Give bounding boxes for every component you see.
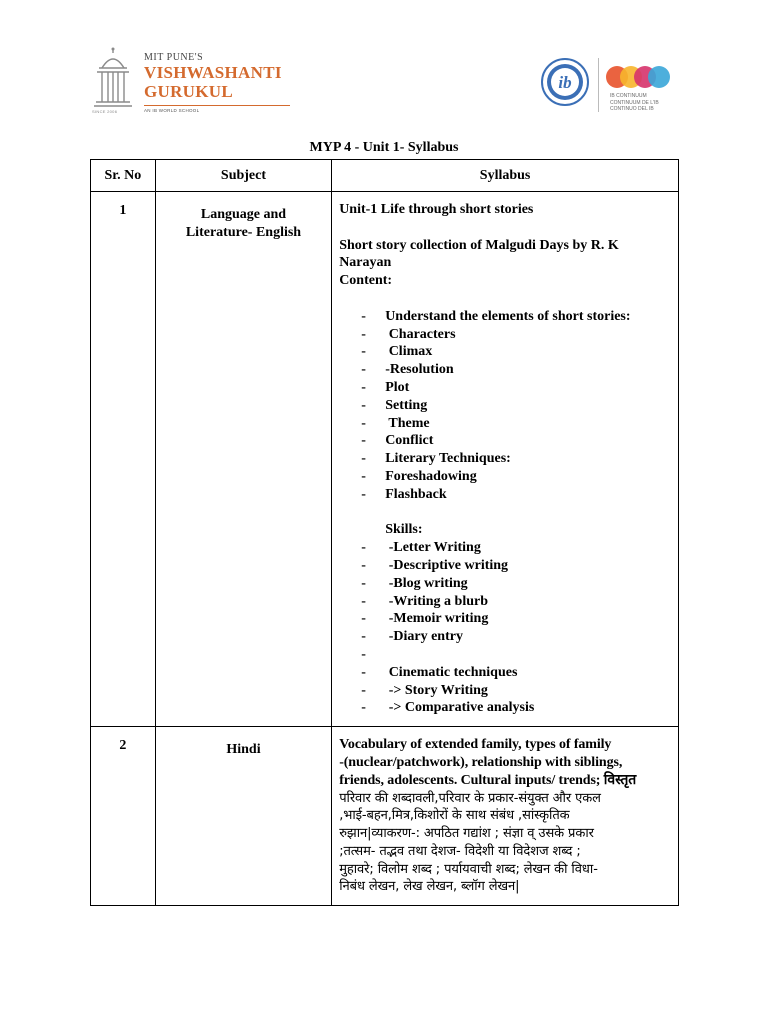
list-item: - Setting [361,397,428,413]
ib-world-school-icon [541,58,589,106]
list-item: - Climax [361,344,433,360]
sr-no-cell: 2 [91,727,156,906]
list-item: - -> Comparative analysis [361,700,535,716]
syllabus-line: friends, adolescents. Cultural inputs/ trends; विस्तृत [339,772,637,788]
ib-line: CONTINUUM DE L'IB [610,99,659,106]
column-header-sr-no: Sr. No [91,160,156,192]
syllabus-line: रुझान|व्याकरण-: अपठित गद्यांश ; संज्ञा व् उसके प्रकार [339,826,594,842]
ib-line: CONTINUO DEL IB [610,106,654,112]
spacer [339,504,672,522]
spacer [339,290,672,308]
subject-cell [155,192,331,727]
syllabus-line: Vocabulary of extended family, types of family [339,737,612,753]
skills-label: Skills: [385,522,423,538]
page-header [0,0,768,140]
ib-divider [598,58,599,112]
list-item: - Cinematic techniques [361,664,518,680]
ib-line: IB CONTINUUM [610,93,647,99]
syllabus-line: मुहावरे; विलोम शब्द ; पर्यायवाची शब्द; लेखन की विधा- [339,861,598,877]
content-label: Content: [339,273,393,289]
since-label: SINCE 2006 [92,109,118,114]
syllabus-line: ,भाई-बहन,मित्र,किशोरों के साथ संबंध ,सांस्कृतिक [339,808,570,824]
ib-continuum-dots-icon [605,62,673,92]
ib-logo [541,56,691,116]
subject-line: Language and [200,207,287,222]
temple-emblem-icon [92,46,134,116]
list-item: - -Resolution [361,362,454,378]
column-header-syllabus: Syllabus [332,160,679,192]
column-header-subject: Subject [155,160,331,192]
syllabus-line: परिवार की शब्दावली,परिवार के प्रकार-संयुक्त और एकल [339,790,601,806]
brand-divider [144,105,290,106]
list-item: - -Diary entry [361,629,463,645]
spacer [339,219,672,237]
ib-mark: ib [558,73,572,92]
subject-line: Literature- English [185,225,302,240]
list-item: - Foreshadowing [361,468,477,484]
list-item: - -Descriptive writing [361,557,509,573]
syllabus-line: निबंध लेखन, लेख लेखन, ब्लॉग लेखन| [339,879,520,895]
list-item: - Plot [361,379,410,395]
school-name-line1: VISHWASHANTI [144,63,282,82]
syllabus-table [90,159,679,906]
collection-line: Short story collection of Malgudi Days by R. K [339,237,619,253]
list-item: - -Writing a blurb [361,593,488,609]
table-row [91,727,679,906]
list-item: - -Letter Writing [361,540,481,556]
school-logo [92,46,292,118]
collection-line: Narayan [339,255,392,271]
list-item: - Literary Techniques: [361,451,511,467]
ib-continuum-text [610,93,659,113]
unit-title: Unit-1 Life through short stories [339,202,534,217]
school-tagline: AN IB WORLD SCHOOL [144,108,200,113]
school-wordmark [144,52,290,113]
table-row [91,192,679,727]
sr-no-cell: 1 [91,192,156,727]
subject-line: Hindi [226,742,261,758]
list-item: - Conflict [361,433,434,449]
syllabus-cell [332,727,679,906]
list-item: - Understand the elements of short stories: [361,308,631,324]
table-header-row [91,160,679,192]
list-item: - [361,646,366,662]
list-item: - Characters [361,326,456,342]
school-name-line2: GURUKUL [144,82,233,101]
syllabus-line: ;तत्सम- तद्भव तथा देशज- विदेशी या विदेशज शब्द ; [339,843,581,859]
syllabus-line: -(nuclear/patchwork), relationship with siblings, [339,754,623,770]
list-item: - -> Story Writing [361,682,488,698]
subject-cell [155,727,331,906]
list-item: - Flashback [361,486,447,502]
list-item: - Theme [361,415,430,431]
list-item: - -Blog writing [361,575,468,591]
document-title: MYP 4 - Unit 1- Syllabus [309,140,459,155]
syllabus-cell [332,192,679,727]
list-item: - -Memoir writing [361,611,489,627]
school-prefix: MIT PUNE'S [144,52,204,63]
